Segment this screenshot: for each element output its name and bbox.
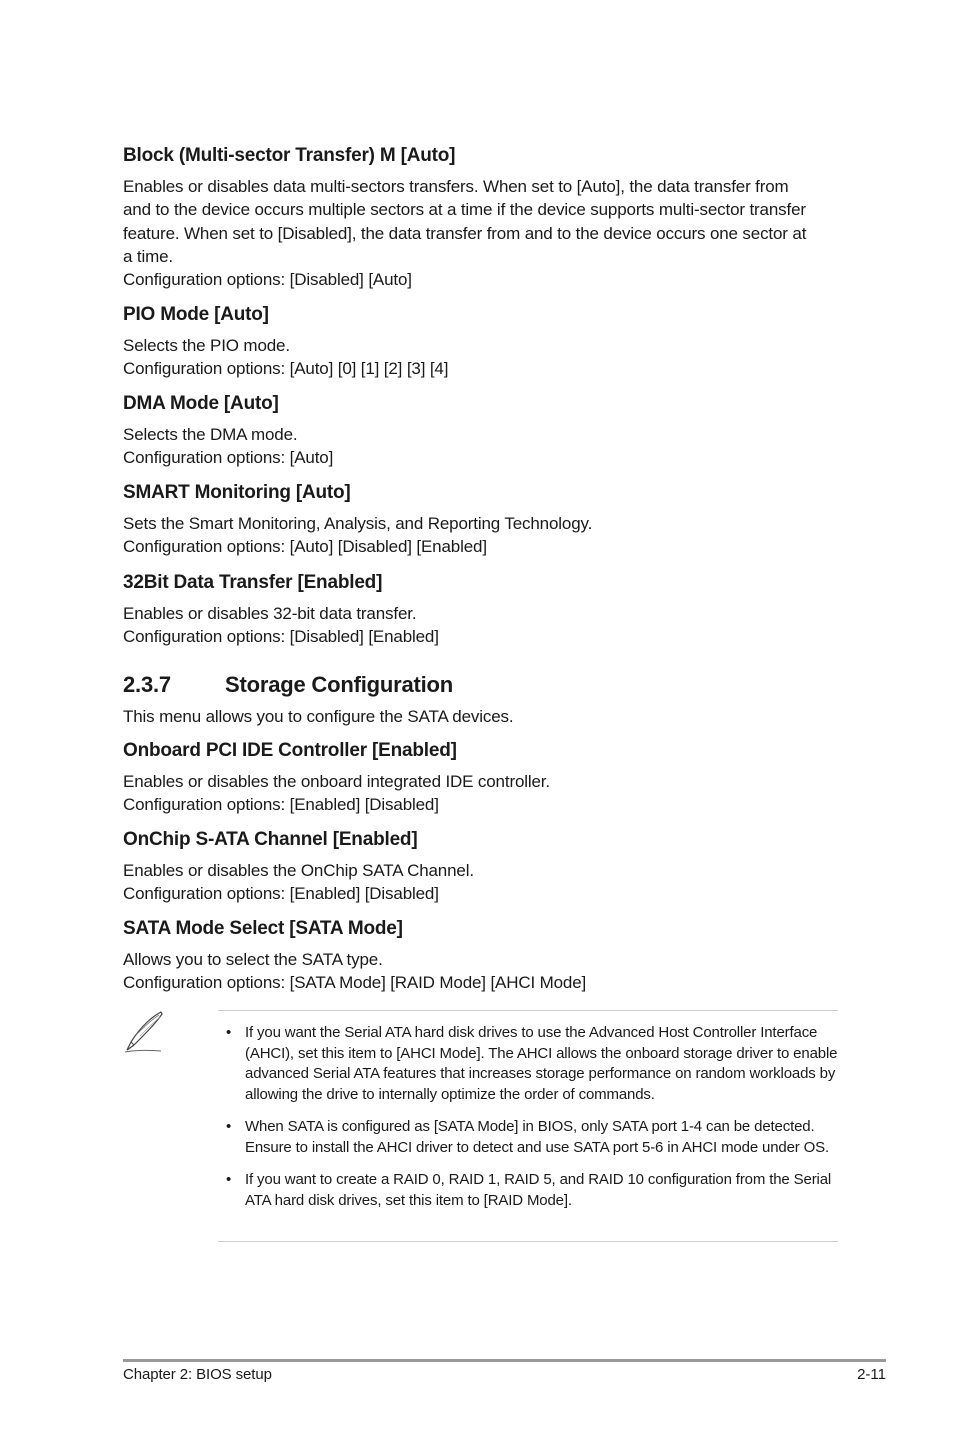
storage-intro <box>123 705 838 728</box>
intro-text: This menu allows you to configure the SATA devices. <box>123 707 514 726</box>
pen-note-icon <box>123 1010 165 1054</box>
section-line: Allows you to select the SATA type. <box>123 950 383 969</box>
section-line: Configuration options: [Auto] [0] [1] [2] [3] [4] <box>123 359 449 379</box>
section-heading: OnChip S-ATA Channel [Enabled] <box>123 829 418 850</box>
section-dma-mode <box>123 393 838 470</box>
note-list <box>226 1023 838 1223</box>
section-32bit-transfer <box>123 572 838 649</box>
footer-chapter: Chapter 2: BIOS setup <box>123 1366 272 1383</box>
page-number: 2-11 <box>857 1366 886 1383</box>
section-heading: Block (Multi-sector Transfer) M [Auto] <box>123 145 456 166</box>
section-line: and to the device occurs multiple sectors at a time if the device supports multi-sector transfer <box>123 200 806 220</box>
section-line: Enables or disables 32-bit data transfer. <box>123 604 417 623</box>
note-text: If you want to create a RAID 0, RAID 1, RAID 5, and RAID 10 configuration from the Serial ATA hard disk drives, set this item to [RAID Mode]. <box>245 1171 832 1209</box>
note-item <box>226 1170 838 1211</box>
bullet: • <box>226 1118 232 1135</box>
section-line: Configuration options: [Disabled] [Enabled] <box>123 627 439 647</box>
section-line: Selects the PIO mode. <box>123 336 290 355</box>
note-text: If you want the Serial ATA hard disk drives to use the Advanced Host Controller Interface (AHCI), set this item to [AHCI Mode]. The AHCI allows the onboard storage driver to enable advanced Serial ATA features that increases storage performance on random workloads by allowing the drive to internally optimize the order of commands. <box>245 1024 838 1103</box>
section-heading: SMART Monitoring [Auto] <box>123 482 351 503</box>
section-heading: SATA Mode Select [SATA Mode] <box>123 918 403 939</box>
section-line: Configuration options: [Auto] [Disabled] [Enabled] <box>123 537 487 557</box>
note-item <box>226 1117 838 1158</box>
section-onchip-sata <box>123 829 838 906</box>
section-line: Configuration options: [Disabled] [Auto] <box>123 270 412 290</box>
section-line: Configuration options: [Auto] <box>123 448 334 468</box>
section-line: Selects the DMA mode. <box>123 425 298 444</box>
section-smart-monitoring <box>123 482 838 559</box>
footer-rule <box>123 1359 886 1362</box>
bullet: • <box>226 1024 232 1041</box>
note-item <box>226 1023 838 1105</box>
section-heading: 32Bit Data Transfer [Enabled] <box>123 572 383 593</box>
section-pio-mode <box>123 304 838 381</box>
section-sata-mode-select <box>123 918 838 995</box>
section-line: Enables or disables data multi-sectors transfers. When set to [Auto], the data transfer from <box>123 177 789 196</box>
section-line: Sets the Smart Monitoring, Analysis, and Reporting Technology. <box>123 514 593 533</box>
section-line: Enables or disables the onboard integrated IDE controller. <box>123 772 550 791</box>
section-line: Configuration options: [SATA Mode] [RAID Mode] [AHCI Mode] <box>123 973 587 993</box>
note-text: When SATA is configured as [SATA Mode] in BIOS, only SATA port 1-4 can be detected. Ensure to install the AHCI driver to detect and use SATA port 5-6 in AHCI mode under OS. <box>245 1118 830 1156</box>
section-line: feature. When set to [Disabled], the data transfer from and to the device occurs one sector at <box>123 223 807 243</box>
section-title: Storage Configuration <box>225 672 454 697</box>
section-line: Configuration options: [Enabled] [Disabled] <box>123 795 439 815</box>
section-onboard-pci-ide <box>123 740 838 817</box>
chapter-section-title <box>123 671 453 699</box>
section-line: Configuration options: [Enabled] [Disabled] <box>123 884 439 904</box>
bullet: • <box>226 1171 232 1188</box>
section-heading: Onboard PCI IDE Controller [Enabled] <box>123 740 457 761</box>
section-heading: DMA Mode [Auto] <box>123 393 279 414</box>
section-block-transfer <box>123 145 838 291</box>
section-number: 2.3.7 <box>123 672 171 697</box>
note-box <box>218 1010 838 1242</box>
section-line: a time. <box>123 246 173 266</box>
section-heading: PIO Mode [Auto] <box>123 304 269 325</box>
section-line: Enables or disables the OnChip SATA Channel. <box>123 861 474 880</box>
